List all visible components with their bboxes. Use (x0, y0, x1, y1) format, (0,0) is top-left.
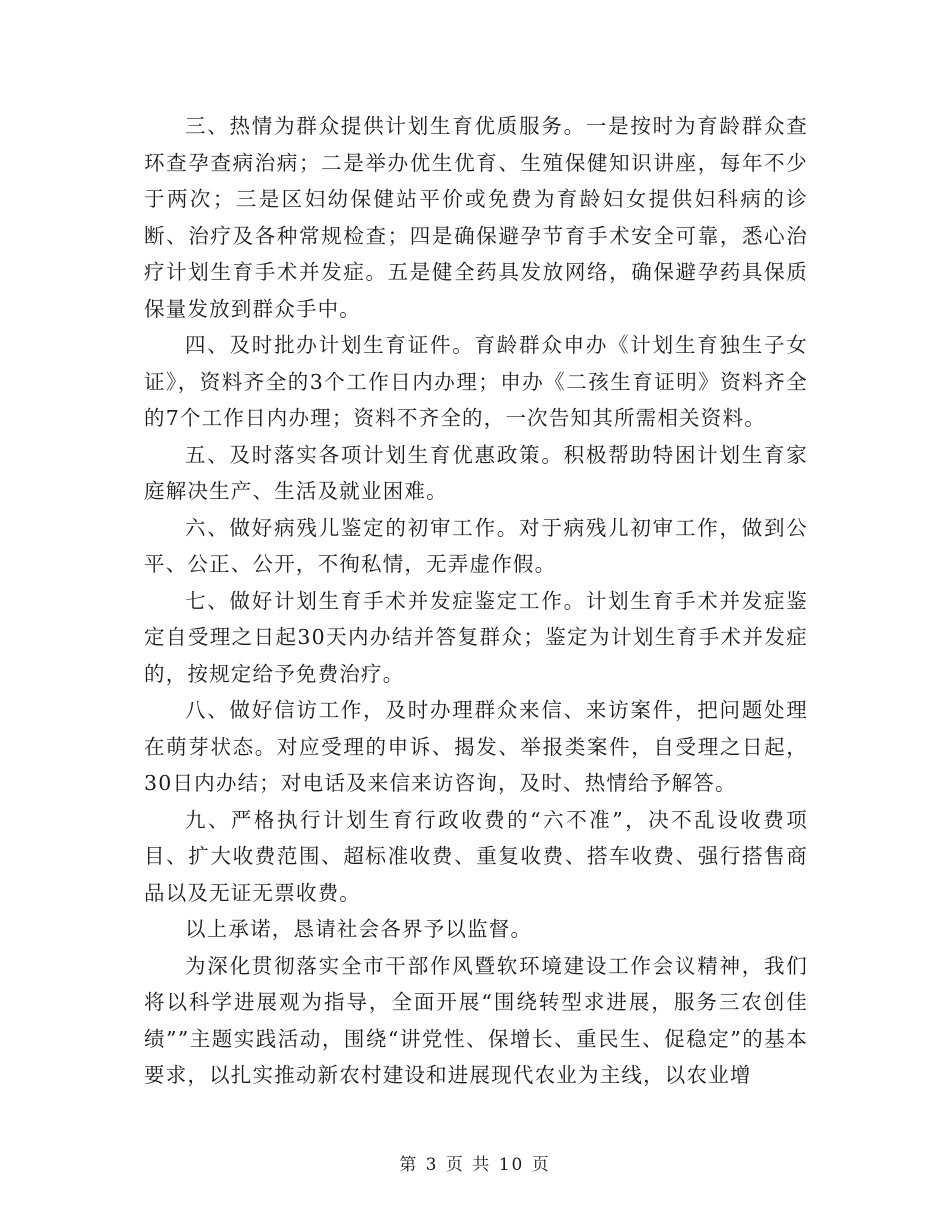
document-body (144, 108, 808, 1094)
paragraph-work-style: 为深化贯彻落实全市干部作风暨软环境建设工作会议精神，我们将以科学进展观为指导，全面开展“围绕转型求进展，服务三农创佳绩””主题实践活动，围绕“讲党性、保增长、重民生、促稳定”的基本要求，以扎实推动新农村建设和进展现代农业为主线，以农业增 (144, 953, 808, 1087)
paragraph-commitment: 以上承诺，恳请社会各界予以监督。 (185, 917, 533, 941)
paragraph-8-petitions: 八、做好信访工作，及时办理群众来信、来访案件，把问题处理在萌芽状态。对应受理的申诉、揭发、举报类案件，自受理之日起，30日内办结；对电话及来信来访咨询，及时、热情给予解答。 (144, 698, 808, 795)
paragraph-4-certificates: 四、及时批办计划生育证件。育龄群众申办《计划生育独生子女证》，资料齐全的3个工作日内办理；申办《二孩生育证明》资料齐全的7个工作日内办理；资料不齐全的，一次告知其所需相关资料。 (144, 333, 808, 430)
page-footer: 第 3 页 共 10 页 (399, 1155, 551, 1175)
paragraph-6-disability-review: 六、做好病残儿鉴定的初审工作。对于病残儿初审工作，做到公平、公正、公开，不徇私情，无弄虚作假。 (144, 515, 808, 576)
paragraph-3-service: 三、热情为群众提供计划生育优质服务。一是按时为育龄群众查环查孕查病治病；二是举办优生优育、生殖保健知识讲座，每年不少于两次；三是区妇幼保健站平价或免费为育龄妇女提供妇科病的诊断、治疗及各种常规检查；四是确保避孕节育手术安全可靠，悉心治疗计划生育手术并发症。五是健全药具发放网络，确保避孕药具保质保量发放到群众手中。 (144, 114, 808, 321)
paragraph-9-fees: 九、严格执行计划生育行政收费的“六不准”，决不乱设收费项目、扩大收费范围、超标准收费、重复收费、搭车收费、强行搭售商品以及无证无票收费。 (144, 807, 808, 905)
paragraph-5-policies: 五、及时落实各项计划生育优惠政策。积极帮助特困计划生育家庭解决生产、生活及就业困难。 (144, 442, 808, 503)
paragraph-7-complication-review: 七、做好计划生育手术并发症鉴定工作。计划生育手术并发症鉴定自受理之日起30天内办结并答复群众；鉴定为计划生育手术并发症的，按规定给予免费治疗。 (144, 588, 808, 686)
